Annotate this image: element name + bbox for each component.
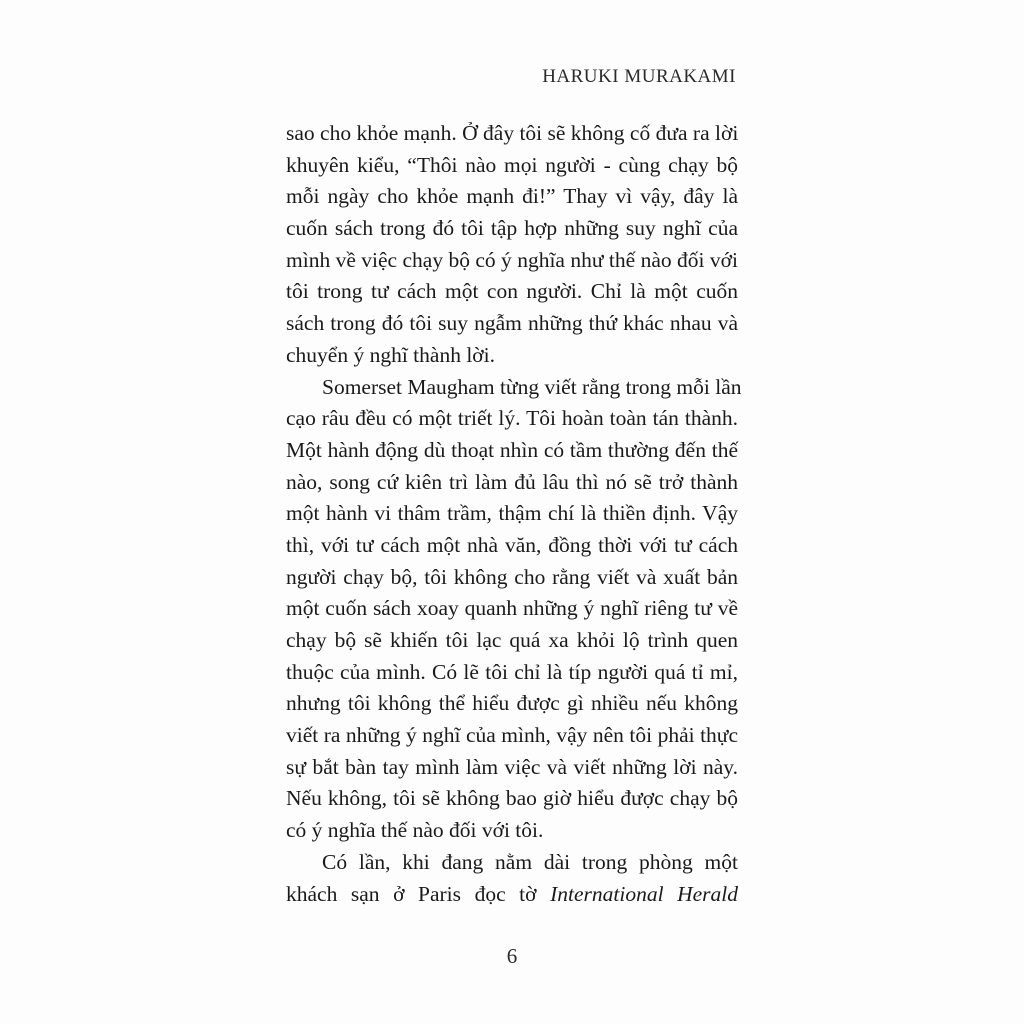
- text-line: tôi trong tư cách một con người. Chỉ là một cuốn: [286, 279, 738, 304]
- text-line: thì, với tư cách một nhà văn, đồng thời với tư cách: [286, 532, 738, 557]
- paragraph: [286, 372, 742, 847]
- text-line: sao cho khỏe mạnh. Ở đây tôi sẽ không cố đưa ra lời: [286, 121, 739, 145]
- text-line: Một hành động dù thoạt nhìn có tầm thường đến thế: [286, 437, 738, 462]
- text-line: thuộc của mình. Có lẽ tôi chỉ là típ người quá tỉ mỉ,: [286, 659, 738, 684]
- running-head: HARUKI MURAKAMI: [542, 66, 736, 87]
- text-line: khuyên kiểu, “Thôi nào mọi người - cùng chạy bộ: [286, 152, 738, 177]
- text-line: [286, 879, 738, 911]
- text-line: Nếu không, tôi sẽ không bao giờ hiểu được chạy bộ: [286, 786, 738, 811]
- text-line: cạo râu đều có một triết lý. Tôi hoàn toàn tán thành.: [286, 406, 738, 431]
- paragraph: [286, 118, 738, 372]
- text-line: Có lần, khi đang nằm dài trong phòng một: [322, 849, 738, 874]
- text-line: sách trong đó tôi suy ngẫm những thứ khác nhau và: [286, 311, 738, 336]
- text-line: chuyển ý nghĩ thành lời.: [286, 342, 496, 367]
- text-line: một hành vi thâm trầm, thậm chí là thiền định. Vậy: [286, 501, 738, 526]
- text-line: chạy bộ sẽ khiến tôi lạc quá xa khỏi lộ trình quen: [286, 628, 738, 652]
- text-run: khách sạn ở Paris đọc tờ: [286, 881, 537, 906]
- text-line: sự bắt bàn tay mình làm việc và viết những lời này.: [286, 754, 738, 779]
- text-line: mình về việc chạy bộ có ý nghĩa như thế nào đối với: [286, 247, 738, 272]
- body-text: [286, 118, 742, 910]
- text-line: Somerset Maugham từng viết rằng trong mỗi lần: [322, 374, 742, 399]
- text-line: mỗi ngày cho khỏe mạnh đi!” Thay vì vậy, đây là: [286, 184, 738, 209]
- text-line: nào, song cứ kiên trì làm đủ lâu thì nó sẽ trở thành: [286, 469, 738, 494]
- italic-title: International Herald: [550, 881, 739, 906]
- text-line: viết ra những ý nghĩ của mình, vậy nên tôi phải thực: [286, 723, 738, 748]
- text-line: nhưng tôi không thể hiểu được gì nhiều nếu không: [286, 691, 738, 716]
- text-line: một cuốn sách xoay quanh những ý nghĩ riêng tư về: [286, 596, 738, 621]
- text-line: cuốn sách trong đó tôi tập hợp những suy nghĩ của: [286, 216, 738, 241]
- text-line: có ý nghĩa thế nào đối với tôi.: [286, 818, 544, 843]
- text-line: người chạy bộ, tôi không cho rằng viết và xuất bản: [286, 564, 738, 589]
- page-number: 6: [506, 944, 518, 968]
- paragraph: [286, 847, 738, 910]
